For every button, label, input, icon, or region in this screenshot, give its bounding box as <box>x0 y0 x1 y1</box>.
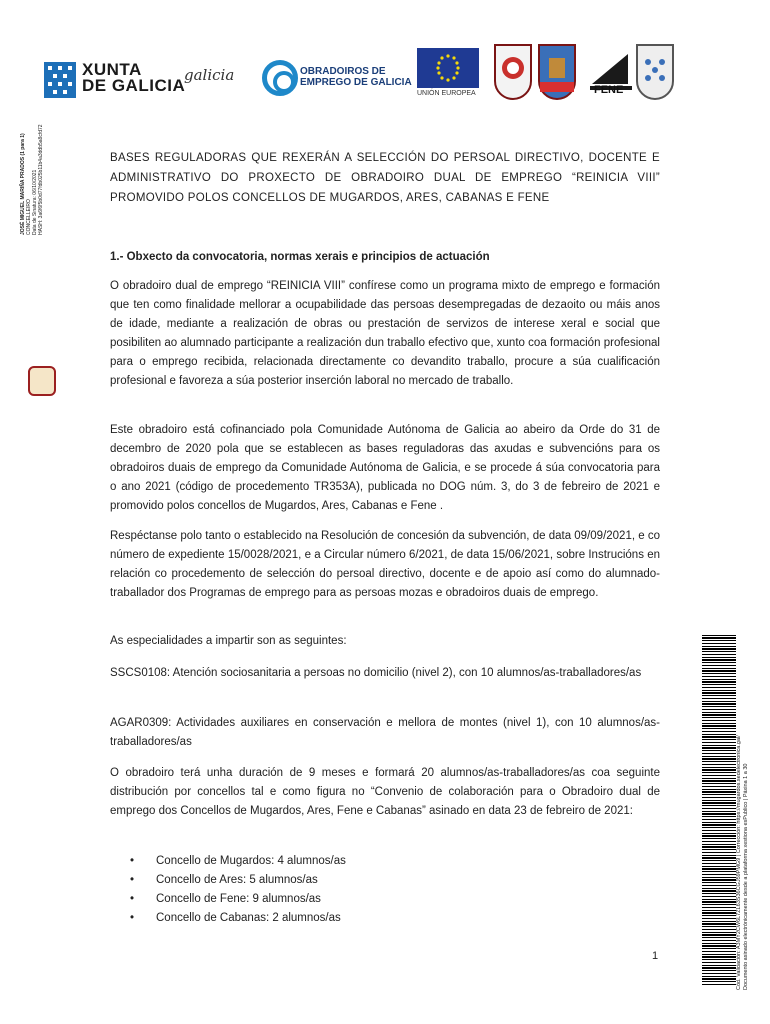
validation-text <box>736 630 750 990</box>
eu-label: UNIÓN EUROPEA <box>417 90 476 97</box>
list-item: • Concello de Ares: 5 alumnos/as <box>130 871 346 890</box>
seal-icon <box>28 366 56 396</box>
list-item: • Concello de Fene: 9 alumnos/as <box>130 890 346 909</box>
xunta-line2: DE GALICIA <box>82 76 186 95</box>
paragraph-2: Este obradoiro está cofinanciado pola Comunidade Autónoma de Galicia ao abeiro da Orde do 31 de decembro de 2020 pola que se establecen as bases reguladoras das axudas e subvencións para os obradoiros duais de emprego da Comunidade Autónoma de Galicia, e se procede á súa convocatoria para o ano 2021 (código de procedemento TR353A), publicada no DOG núm. 3, do 3 de febreiro de 2021 e promovido polos concellos de Mugardos, Ares, Cabanas e Fene . <box>110 424 660 512</box>
list-item: • Concello de Cabanas: 2 alumnos/as <box>130 909 346 928</box>
xunta-logo-text <box>82 62 185 94</box>
side-signature <box>20 35 44 235</box>
signature-role: CONCELLEIRO <box>26 199 32 235</box>
xunta-logo-icon <box>44 62 76 98</box>
paragraph-7: O obradoiro terá unha duración de 9 meses e formará 20 alumnos/as-traballadores/as coa seguinte distribución por concellos tal e como figura no “Convenio de colaboración para o Obradoiro dual de emprego dos Concellos de Mugardos, Ares, Fene e Cabanas” asinado en data 23 de febreiro de 2021: <box>110 767 660 817</box>
signature-hash: HASH: 3a6f6f5b0d77fdb025b11b4a3ddb5a8cfd72 <box>38 124 44 235</box>
section-heading: 1.- Obxecto da convocatoria, normas xerais e principios de actuación <box>110 251 490 263</box>
paragraph-1: O obradoiro dual de emprego “REINICIA VIII” confírese como un programa mixto de emprego e formación que ten como finalidade mellorar a ocupabilidade das persoas desempregadas de dezaoito ou máis anos de idade, mediante a realización de obras ou prestación de servizos de interese xeral e social que posibiliten ao alumnado participante a realización dun traballo efectivo que, xunto coa formación profesional para o emprego recibida, relacionada directamente co devandito traballo, procure a súa cualificación profesional e favoreza a súa posterior inserción laboral no mercado de traballo. <box>110 280 660 387</box>
validation-line2: Documento asinado electrónicamente desde a plataforma xestiona esPublico | Páxina 1 a 30 <box>743 763 749 990</box>
page-number: 1 <box>652 950 659 962</box>
fene-logo-icon <box>588 44 634 100</box>
fene-label: FENE <box>594 84 624 96</box>
xunta-line1: XUNTA <box>82 60 142 79</box>
obradoiros-logo-text <box>300 66 412 88</box>
signature-date: Data de Sinatura: 06/10/2021 <box>32 169 38 235</box>
obradoiros-line2: EMPREGO DE GALICIA <box>300 77 412 88</box>
mugardos-crest-icon <box>494 44 532 100</box>
ares-crest-icon <box>538 44 576 100</box>
signature-name: JOSÉ MIGUEL MARIÑA PRADOS (1 para 1) <box>20 133 26 235</box>
paragraph-3: Respéctanse polo tanto o establecido na Resolución de concesión da subvención, de data 09/09/2021, e co número de expediente 15/0028/2021, e a Circular número 6/2021, de data 15/06/2021, sobre Instrucións en relación co procedemento de selección do persoal directivo, docente e de apoio así como do alumnado-traballador dos Programas de emprego para as persoas mozas e obradoiros duais de emprego. <box>110 530 660 599</box>
galicia-logo: galicia <box>184 66 235 84</box>
list-item: • Concello de Mugardos: 4 alumnos/as <box>130 852 346 871</box>
document-title: BASES REGULADORAS QUE REXERÁN A SELECCIÓN DO PERSOAL DIRECTIVO, DOCENTE E ADMINISTRATIVO DO PROXECTO DE OBRADOIRO DUAL DE EMPREGO “REINICIA VIII” PROMOVIDO POLOS CONCELLOS DE MUGARDOS, ARES, CABANAS E FENE <box>110 152 660 204</box>
paragraph-5: SSCS0108: Atención sociosanitaria a persoas no domicilio (nivel 2), con 10 alumnos/as-traballadores/as <box>110 667 642 679</box>
barcode-icon <box>702 635 736 987</box>
validation-line1: Cód. Validación: A3MY2CW6L7ZL63S36CGJ59PMG9 | Corrección: https://mugardos.sedelectronica.gal/ <box>736 735 742 990</box>
obradoiros-logo-icon <box>262 60 298 96</box>
obradoiros-line1: OBRADOIROS DE <box>300 66 386 77</box>
eu-flag-icon <box>417 48 479 88</box>
cabanas-crest-icon <box>636 44 674 100</box>
distribution-list <box>130 852 346 928</box>
paragraph-6: AGAR0309: Actividades auxiliares en conservación e mellora de montes (nivel 1), con 10 alumnos/as- traballadores/as <box>110 717 660 748</box>
paragraph-4: As especialidades a impartir son as seguintes: <box>110 635 347 647</box>
